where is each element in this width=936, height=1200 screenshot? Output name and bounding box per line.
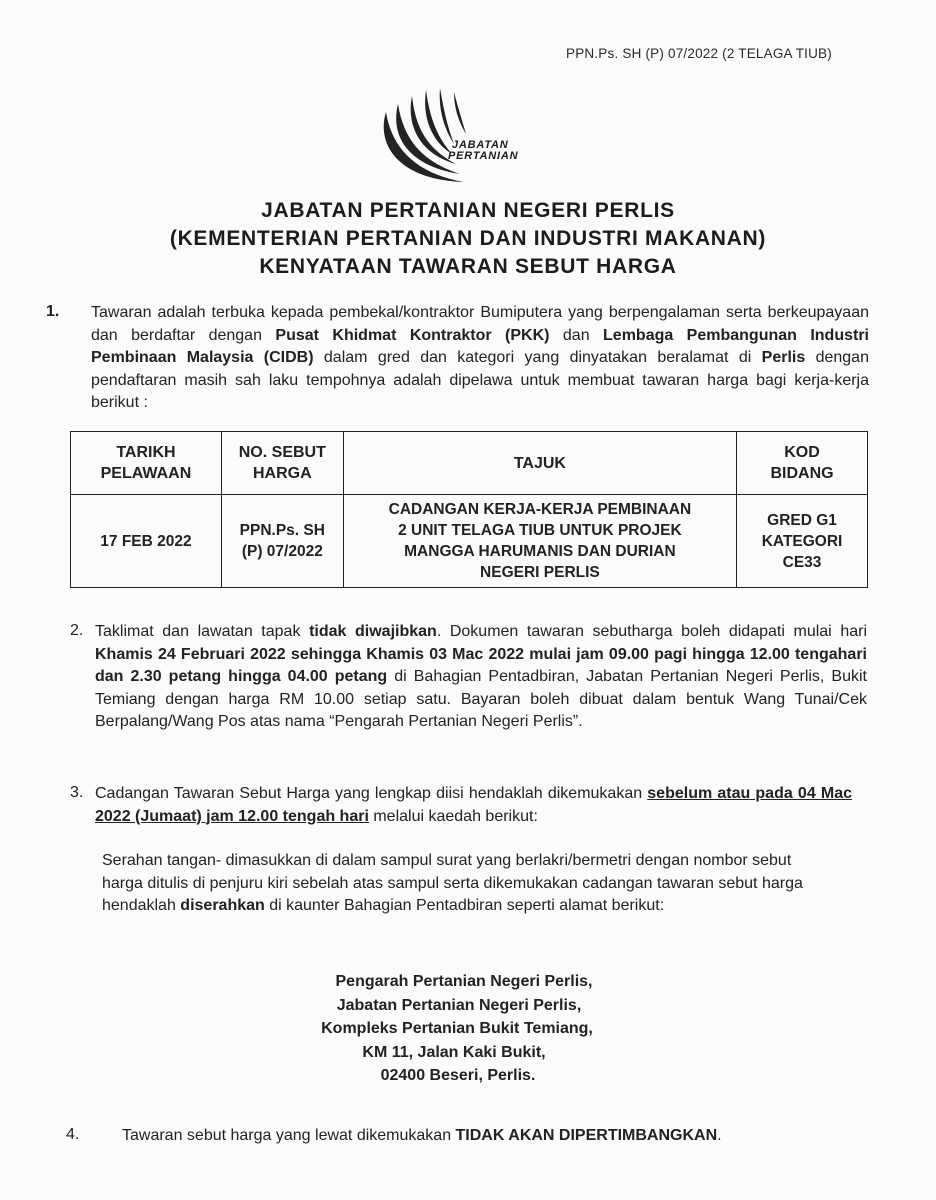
address-line-2: Jabatan Pertanian Negeri Perlis, [336, 996, 582, 1014]
section-4-number: 4. [66, 1126, 80, 1143]
section-2-number: 2. [70, 622, 84, 639]
section-3-submission-text: Serahan tangan- dimasukkan di dalam sampul surat yang berlakri/bermetri dengan nombor sebut harga ditulis di penjuru kiri sebelah atas sampul serta dikemukakan cadangan tawaran sebut harga hendaklah diserahkan di kaunter Bahagian Pentadbiran seperti alamat berikut: [102, 852, 803, 915]
header-tajuk: TAJUK [343, 432, 736, 495]
address-line-1: Pengarah Pertanian Negeri Perlis, [335, 973, 593, 990]
section-3-text: Cadangan Tawaran Sebut Harga yang lengkap diisi hendaklah dikemukakan sebelum atau pada 04 Mac 2022 (Jumaat) jam 12.00 tengah hari melalui kaedah berikut: [95, 785, 852, 825]
section-4-text: Tawaran sebut harga yang lewat dikemukakan TIDAK AKAN DIPERTIMBANGKAN. [122, 1127, 722, 1144]
table-header-row [71, 432, 868, 495]
section-1-text: Tawaran adalah terbuka kepada pembekal/kontraktor Bumiputera yang berpengalaman serta berkeupayaan dan berdaftar dengan Pusat Khidmat Kontraktor (PKK) dan Lembaga Pembangunan Industri Pembinaan Malaysia (CIDB) dalam gred dan kategori yang dinyatakan beralamat di Perlis dengan pendaftaran masih sah laku tempohnya adalah dipelawa untuk membuat tawaran harga bagi kerja-kerja berikut : [91, 304, 870, 411]
header-tarikh: TARIKH PELAWAAN [71, 432, 222, 495]
cell-title: CADANGAN KERJA-KERJA PEMBINAAN 2 UNIT TELAGA TIUB UNTUK PROJEK MANGGA HARUMANIS DAN DURIAN NEGERI PERLIS [343, 495, 736, 588]
title-line-3: KENYATAAN TAWARAN SEBUT HARGA [259, 255, 677, 278]
title-line-1: JABATAN PERTANIAN NEGERI PERLIS [261, 199, 675, 222]
quotation-table [70, 431, 868, 588]
section-1-number: 1. [46, 303, 60, 320]
jabatan-pertanian-logo [368, 84, 568, 196]
table-row [71, 495, 868, 588]
address-line-3: Kompleks Pertanian Bukit Temiang, [321, 1020, 593, 1037]
header-kod-bidang: KOD BIDANG [737, 432, 868, 495]
address-line-4: KM 11, Jalan Kaki Bukit, [362, 1043, 546, 1061]
logo-text-line2: PERTANIAN [448, 150, 519, 162]
logo-text-line1: JABATAN [452, 139, 509, 151]
section-2-text: Taklimat dan lawatan tapak tidak diwajibkan. Dokumen tawaran sebutharga boleh didapati mulai hari Khamis 24 Februari 2022 sehingga Khamis 03 Mac 2022 mulai jam 09.00 pagi hingga 12.00 tengahari dan 2.30 petang hingga 04.00 petang di Bahagian Pentadbiran, Jabatan Pertanian Negeri Perlis, Bukit Temiang dengan harga RM 10.00 setiap satu. Bayaran boleh dibuat dalam bentuk Wang Tunai/Cek Berpalang/Wang Pos atas nama “Pengarah Pertanian Negeri Perlis”. [95, 623, 868, 730]
cell-quote-number: PPN.Ps. SH (P) 07/2022 [221, 495, 343, 588]
mailing-address [0, 970, 936, 1088]
title-line-2: (KEMENTERIAN PERTANIAN DAN INDUSTRI MAKANAN) [169, 227, 767, 250]
header-no-sebut-harga: NO. SEBUT HARGA [221, 432, 343, 495]
cell-code: GRED G1 KATEGORI CE33 [737, 495, 868, 588]
address-line-5: 02400 Beseri, Perlis. [380, 1067, 536, 1084]
reference-number: PPN.Ps. SH (P) 07/2022 (2 TELAGA TIUB) [566, 46, 832, 61]
cell-date: 17 FEB 2022 [71, 495, 222, 588]
document-title [0, 197, 936, 281]
section-3-number: 3. [70, 784, 84, 801]
